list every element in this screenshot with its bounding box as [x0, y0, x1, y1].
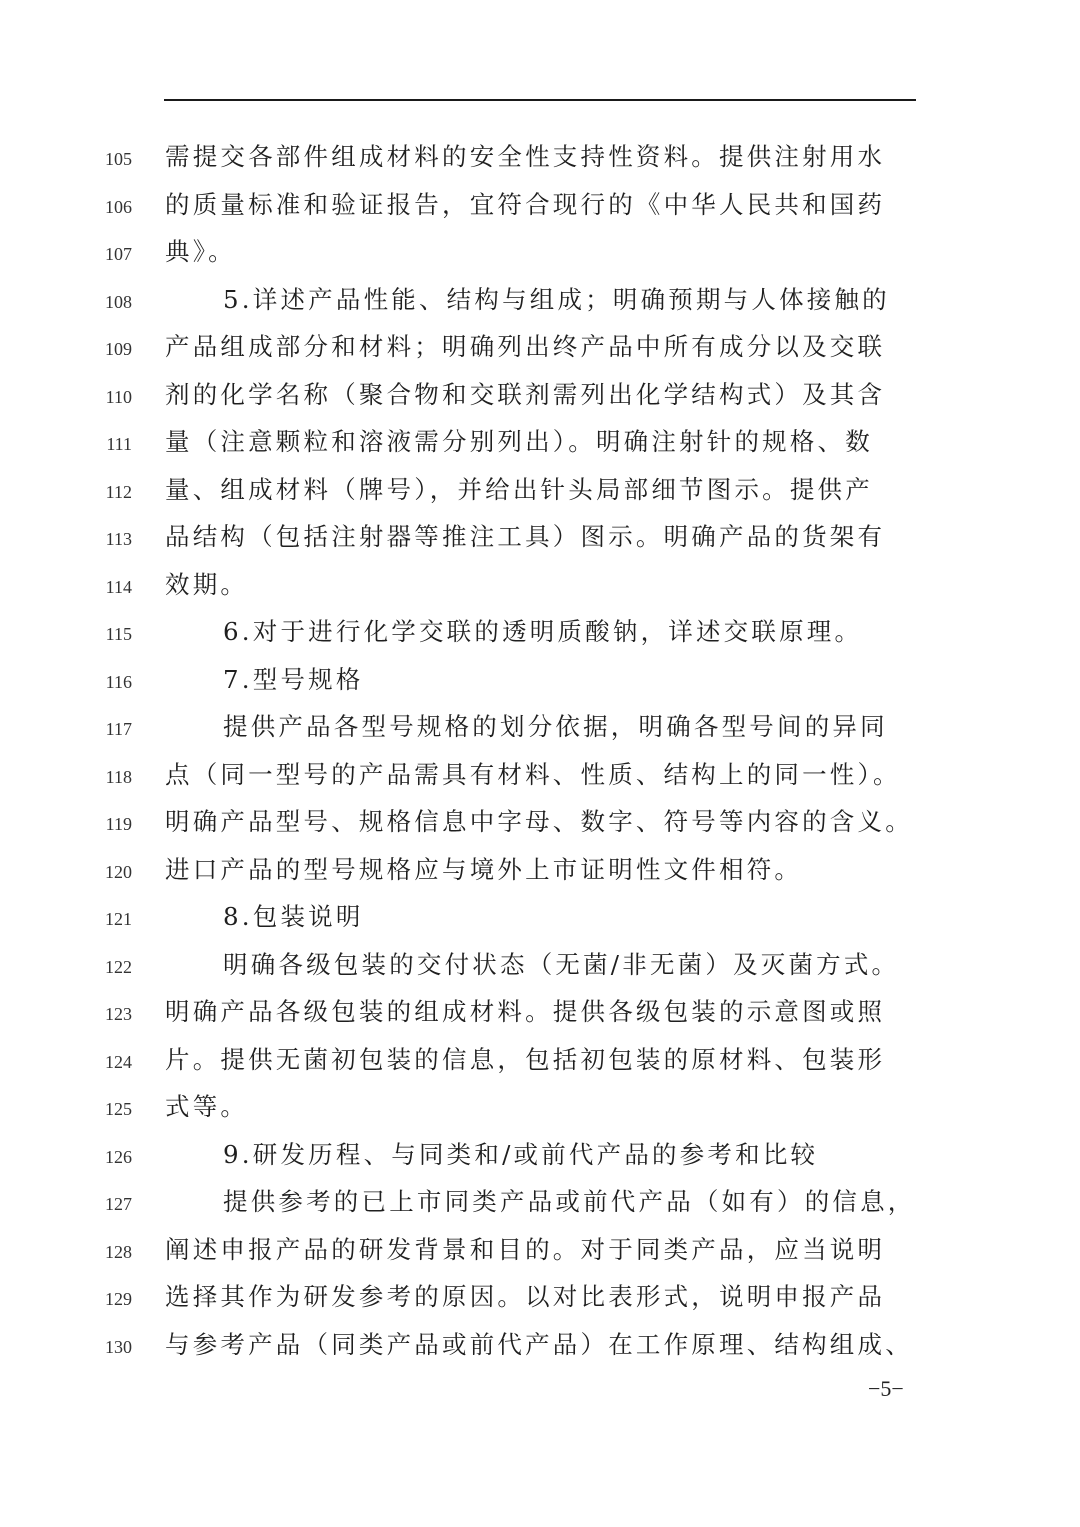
- line-number: 121: [105, 909, 132, 929]
- line-text: 5.详述产品性能、结构与组成；明确预期与人体接触的: [223, 284, 890, 314]
- line-number: 129: [105, 1289, 132, 1309]
- text-line: [0, 848, 1080, 896]
- line-number: 127: [105, 1194, 132, 1214]
- text-line: [0, 1228, 1080, 1276]
- text-line: [0, 135, 1080, 183]
- line-number: 126: [105, 1146, 132, 1167]
- line-number: 128: [105, 1241, 132, 1262]
- line-text: 的质量标准和验证报告，宜符合现行的《中华人民共和国药: [165, 189, 886, 219]
- line-text: 效期。: [165, 569, 249, 599]
- text-line: [0, 1180, 1080, 1228]
- line-text: 提供参考的已上市同类产品或前代产品（如有）的信息，: [223, 1187, 916, 1216]
- text-line: [0, 230, 1080, 278]
- line-text: 与参考产品（同类产品或前代产品）在工作原理、结构组成、: [165, 1329, 913, 1359]
- text-line: [0, 705, 1080, 753]
- text-line: [0, 278, 1080, 326]
- line-text: 剂的化学名称（聚合物和交联剂需列出化学结构式）及其含: [165, 379, 886, 409]
- line-text: 8.包装说明: [223, 902, 364, 931]
- line-text: 产品组成部分和材料；明确列出终产品中所有成分以及交联: [165, 332, 886, 361]
- line-number: 105: [105, 149, 132, 169]
- line-text: 进口产品的型号规格应与境外上市证明性文件相符。: [165, 854, 803, 884]
- line-text: 阐述申报产品的研发背景和目的。对于同类产品，应当说明: [165, 1234, 886, 1264]
- text-line: [0, 943, 1080, 991]
- text-line: [0, 895, 1080, 943]
- text-line: [0, 1038, 1080, 1086]
- header-rule: [164, 99, 916, 101]
- line-number: 119: [105, 814, 132, 834]
- text-line: [0, 800, 1080, 848]
- line-number: 122: [105, 956, 132, 977]
- line-number: 111: [106, 434, 132, 454]
- text-line: [0, 373, 1080, 421]
- line-number: 109: [105, 339, 132, 359]
- line-number: 124: [105, 1051, 132, 1072]
- line-number: 118: [105, 766, 132, 787]
- line-number: 123: [105, 1004, 132, 1024]
- text-line: [0, 1275, 1080, 1323]
- line-text: 典》。: [165, 237, 236, 266]
- line-text: 提供产品各型号规格的划分依据，明确各型号间的异同: [223, 712, 888, 741]
- text-line: [0, 325, 1080, 373]
- text-line: [0, 658, 1080, 706]
- line-number: 120: [105, 861, 132, 882]
- line-number: 114: [105, 576, 132, 597]
- line-number: 117: [105, 719, 132, 739]
- line-number: 130: [105, 1336, 132, 1357]
- line-text: 量（注意颗粒和溶液需分别列出）。明确注射针的规格、数: [165, 427, 873, 456]
- line-number: 116: [105, 671, 132, 692]
- line-number: 125: [105, 1099, 132, 1119]
- line-number: 113: [105, 529, 132, 549]
- line-text: 9.研发历程、与同类和/或前代产品的参考和比较: [223, 1139, 819, 1169]
- line-text: 明确各级包装的交付状态（无菌/非无菌）及灭菌方式。: [223, 949, 900, 979]
- line-text: 量、组成材料（牌号），并给出针头局部细节图示。提供产: [165, 474, 873, 504]
- text-line: [0, 1085, 1080, 1133]
- text-line: [0, 420, 1080, 468]
- line-number: 107: [105, 244, 132, 264]
- text-line: [0, 183, 1080, 231]
- line-text: 品结构（包括注射器等推注工具）图示。明确产品的货架有: [165, 522, 886, 551]
- text-line: [0, 990, 1080, 1038]
- document-body: [0, 135, 1080, 1370]
- line-text: 选择其作为研发参考的原因。以对比表形式，说明申报产品: [165, 1282, 886, 1311]
- text-line: [0, 515, 1080, 563]
- line-text: 式等。: [165, 1092, 249, 1121]
- line-text: 明确产品各级包装的组成材料。提供各级包装的示意图或照: [165, 997, 886, 1026]
- line-text: 6.对于进行化学交联的透明质酸钠，详述交联原理。: [223, 617, 863, 646]
- line-text: 7.型号规格: [223, 664, 364, 694]
- line-text: 片。提供无菌初包装的信息，包括初包装的原材料、包装形: [165, 1044, 886, 1074]
- line-number: 106: [105, 196, 132, 217]
- text-line: [0, 468, 1080, 516]
- page-number: −5−: [868, 1376, 904, 1401]
- line-number: 108: [105, 291, 132, 312]
- line-text: 明确产品型号、规格信息中字母、数字、符号等内容的含义。: [165, 807, 913, 836]
- line-number: 110: [105, 386, 132, 407]
- line-text: 点（同一型号的产品需具有材料、性质、结构上的同一性）。: [165, 759, 901, 789]
- line-number: 115: [105, 624, 132, 644]
- text-line: [0, 753, 1080, 801]
- text-line: [0, 563, 1080, 611]
- text-line: [0, 610, 1080, 658]
- line-number: 112: [105, 481, 132, 502]
- line-text: 需提交各部件组成材料的安全性支持性资料。提供注射用水: [165, 142, 886, 171]
- text-line: [0, 1133, 1080, 1181]
- text-line: [0, 1323, 1080, 1371]
